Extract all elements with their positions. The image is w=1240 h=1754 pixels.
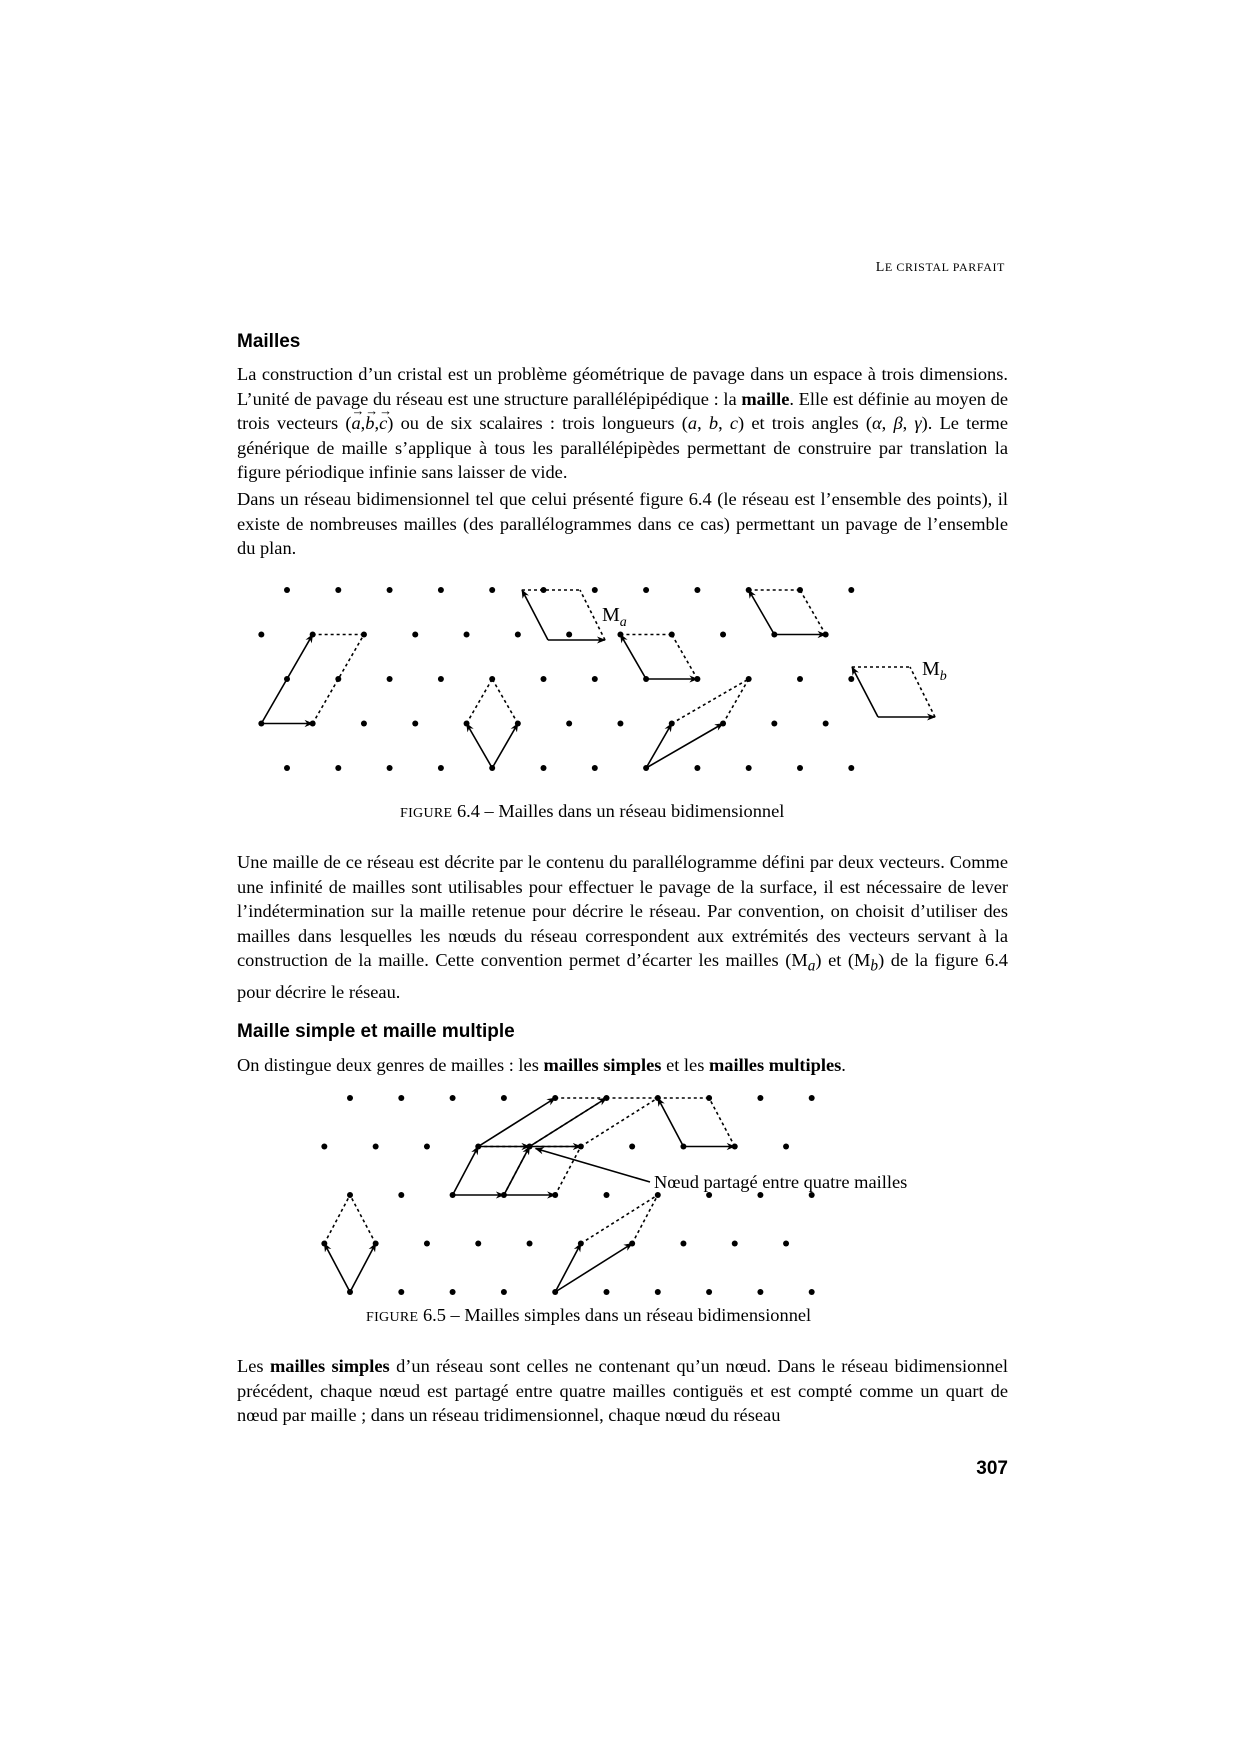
lattice-point	[335, 676, 341, 682]
text-run: .	[841, 1055, 846, 1075]
lattice-point	[321, 1241, 327, 1247]
cell-edge-dashed	[580, 590, 605, 640]
cell-vector-arrow	[467, 724, 493, 769]
lattice-point	[552, 1095, 558, 1101]
lattice-point	[321, 1144, 327, 1150]
cell-edge-dashed	[467, 679, 493, 724]
text-run: On distingue deux genres de mailles : les	[237, 1055, 544, 1075]
lattice-point	[694, 765, 700, 771]
lattice-point	[617, 721, 623, 727]
lattice-point	[475, 1241, 481, 1247]
annotation-shared-node: Nœud partagé entre quatre mailles	[654, 1172, 908, 1192]
term-mailles-simples: mailles simples	[543, 1055, 662, 1075]
caption-cap: F	[366, 1310, 375, 1325]
lattice-point	[527, 1144, 533, 1150]
lattice-point	[335, 587, 341, 593]
lattice-point	[552, 1289, 558, 1295]
cell-vector-arrow	[749, 590, 775, 635]
lattice-point	[655, 1095, 661, 1101]
running-head-rest: E CRISTAL PARFAIT	[884, 260, 1005, 274]
cell-vector-arrow	[555, 1244, 581, 1293]
lattice-point	[680, 1144, 686, 1150]
cell-edge-dashed	[581, 1195, 658, 1244]
lattice-point	[489, 587, 495, 593]
lattice-point	[335, 765, 341, 771]
lattice-point	[258, 721, 264, 727]
lattice-point	[284, 765, 290, 771]
section-title-mailles: Mailles	[237, 331, 301, 352]
lattice-point	[424, 1241, 430, 1247]
lattice-point	[578, 1144, 584, 1150]
lattice-point	[373, 1144, 379, 1150]
cell-vector-arrow	[324, 1244, 350, 1293]
lattice-point	[706, 1095, 712, 1101]
lattice-point	[604, 1192, 610, 1198]
lattice-point	[720, 632, 726, 638]
lattice-point	[797, 676, 803, 682]
cell-vector-arrow	[453, 1147, 479, 1196]
lattice-point	[694, 587, 700, 593]
lattice-point	[629, 1144, 635, 1150]
paragraph-genres	[237, 1053, 1008, 1078]
cell-vector-arrow	[530, 1098, 607, 1147]
cell-vector-arrow	[658, 1098, 684, 1147]
text-run: et les	[661, 1055, 709, 1075]
cell-edge-dashed	[324, 1195, 350, 1244]
lattice-point	[694, 676, 700, 682]
paragraph-maille-definition: La construction d’un cristal est un problème géométrique de pavage dans un espace à trois dimensions. L’unité de pavage du réseau est une structure parallélépipédique : la maille. Elle est définie au moyen de trois vecteurs (→ a,→ b,→ c) ou de six scalaires : trois longueurs (a, b, c) et trois angles (α, β, γ). Le terme générique de maille s’applique à tous les parallélépipèdes permettant de construire par translation la figure périodique infinie sans laisser de vide.	[237, 362, 1008, 485]
cell-vector-arrow	[646, 724, 723, 769]
section-maille-simple-body	[237, 1354, 1008, 1428]
cell-vector-arrow	[350, 1244, 376, 1293]
length-b: b	[708, 413, 719, 434]
lattice-point	[823, 721, 829, 727]
lattice-point	[424, 1144, 430, 1150]
lattice-point	[669, 632, 675, 638]
text-run: ) et (M	[815, 950, 871, 971]
lattice-point	[797, 765, 803, 771]
angle-gamma: γ	[914, 413, 922, 434]
cell-edge-dashed	[632, 1195, 658, 1244]
cell-edge-dashed	[504, 1147, 530, 1196]
cell-edge-dashed	[581, 1098, 658, 1147]
lattice-point	[515, 632, 521, 638]
lattice-point	[746, 765, 752, 771]
unit-cells	[324, 1098, 734, 1292]
lattice-point	[398, 1192, 404, 1198]
cell-edge-dashed	[555, 1147, 581, 1196]
cell-edge-dashed	[800, 590, 826, 635]
lattice-point	[669, 721, 675, 727]
lattice-point	[284, 587, 290, 593]
vector-c: → c	[379, 411, 387, 436]
lattice-point	[310, 721, 316, 727]
lattice-point	[757, 1192, 763, 1198]
paragraph-lattice-description: Dans un réseau bidimensionnel tel que celui présenté figure 6.4 (le réseau est l’ensemble des points), il existe de nombreuses mailles (des parallélogrammes dans ce cas) permettant un pavage de l’ensemble du plan.	[237, 488, 1008, 559]
lattice-point	[501, 1095, 507, 1101]
lattice-point	[823, 632, 829, 638]
lattice-point	[387, 676, 393, 682]
lattice-point	[797, 587, 803, 593]
lattice-point	[489, 765, 495, 771]
lattice-point	[809, 1289, 815, 1295]
vector-b: → b	[365, 411, 374, 436]
paragraph-convention	[237, 850, 1008, 1004]
length-c: c	[729, 413, 739, 434]
lattice-point	[643, 765, 649, 771]
lattice-point	[361, 632, 367, 638]
label-mb: $M_b$	[922, 658, 947, 684]
lattice-point	[284, 676, 290, 682]
lattice-point	[450, 1289, 456, 1295]
section-mailles-convention	[237, 850, 1008, 1004]
lattice-point	[771, 721, 777, 727]
text-run: ). Le terme générique de maille s’applique à tous les parallélépipèdes permettant de construire par translation la figure périodique infinie sans laisser de vide.	[237, 413, 1009, 483]
unit-cells	[261, 590, 935, 768]
lattice-point	[527, 1241, 533, 1247]
term-mailles-simples: mailles simples	[269, 1356, 390, 1376]
lattice-point	[643, 676, 649, 682]
lattice-point	[501, 1289, 507, 1295]
lattice-points	[258, 587, 854, 771]
text-run: Une maille de ce réseau est décrite par le contenu du parallélogramme défini par deux vecteurs. Comme une infinité de mailles sont utilisables pour effectuer le pavage de la surface, il est nécessaire de lever l’indétermination sur la maille retenue pour décrire le réseau. Par convention, on choisit d’utiliser des mailles dans lesquelles les nœuds du réseau correspondent aux extrémités des vecteurs servant à la construction de la maille. Cette convention permet d’écarter les mailles (M	[237, 852, 1008, 971]
text-run: ) ou de six scalaires : trois longueurs (	[387, 413, 688, 434]
angle-beta: β	[893, 413, 903, 434]
lattice-point	[706, 1192, 712, 1198]
cell-edge-dashed	[672, 679, 749, 724]
lattice-point	[757, 1095, 763, 1101]
lattice-point	[438, 587, 444, 593]
lattice-point	[541, 587, 547, 593]
caption-smallcaps: IGURE	[374, 1310, 419, 1325]
lattice-point	[680, 1241, 686, 1247]
caption-text: 6.5 – Mailles simples dans un réseau bidimensionnel	[418, 1305, 812, 1325]
text-run: Les	[237, 1356, 270, 1376]
lattice-point	[361, 721, 367, 727]
lattice-point	[757, 1289, 763, 1295]
lattice-point	[592, 765, 598, 771]
section-title-maille-simple: Maille simple et maille multiple	[237, 1021, 515, 1042]
cell-edge-dashed	[709, 1098, 735, 1147]
lattice-point	[347, 1095, 353, 1101]
section-maille-simple-intro	[237, 1053, 1008, 1078]
lattice-point	[541, 765, 547, 771]
figure-6-4-caption	[400, 799, 784, 826]
caption-text: 6.4 – Mailles dans un réseau bidimensionnel	[452, 801, 785, 821]
text-run: d’un réseau sont celles ne contenant qu’un nœud. Dans le réseau bidimensionnel précédent, chaque nœud est partagé entre quatre mailles contiguës et est compté comme un quart de nœud par maille ; dans un réseau tridimensionnel, chaque nœud du réseau	[237, 1356, 1008, 1426]
text-run: ) et trois angles (	[738, 413, 872, 434]
lattice-point	[450, 1192, 456, 1198]
text-run: ) de la figure 6.4 pour décrire le réseau.	[237, 950, 1009, 1002]
cell-edge-dashed	[672, 635, 698, 680]
lattice-point	[347, 1289, 353, 1295]
term-mailles-multiples: mailles multiples	[708, 1055, 842, 1075]
lattice-point	[783, 1144, 789, 1150]
vector-a: → a	[351, 411, 360, 436]
cell-vector-arrow	[261, 635, 312, 724]
figure-6-5-caption	[366, 1303, 811, 1330]
lattice-points	[321, 1095, 814, 1295]
lattice-point	[706, 1289, 712, 1295]
lattice-point	[771, 632, 777, 638]
lattice-point	[258, 632, 264, 638]
text-run: . Elle est définie au moyen de trois vecteurs (	[237, 388, 1008, 434]
cell-edge-dashed	[723, 679, 749, 724]
cell-vector-arrow	[620, 635, 646, 680]
lattice-point	[373, 1241, 379, 1247]
lattice-point	[655, 1289, 661, 1295]
lattice-point	[720, 721, 726, 727]
cell-edge-dashed	[313, 635, 364, 724]
lattice-point	[643, 587, 649, 593]
cell-vector-arrow	[555, 1244, 632, 1293]
lattice-point	[848, 765, 854, 771]
label-ma: $M_a$	[602, 604, 627, 630]
lattice-point	[552, 1192, 558, 1198]
lattice-point	[387, 765, 393, 771]
lattice-point	[412, 632, 418, 638]
lattice-point	[398, 1095, 404, 1101]
lattice-point	[347, 1192, 353, 1198]
section-mailles-body	[237, 362, 1008, 561]
lattice-point	[592, 676, 598, 682]
lattice-point	[746, 587, 752, 593]
cell-vector-arrow	[646, 724, 672, 769]
lattice-point	[541, 676, 547, 682]
lattice-point	[655, 1192, 661, 1198]
lattice-point	[501, 1192, 507, 1198]
cell-vector-arrow	[852, 667, 878, 717]
lattice-point	[604, 1289, 610, 1295]
lattice-point	[732, 1144, 738, 1150]
cell-vector-arrow	[492, 724, 518, 769]
cell-vector-arrow	[536, 1149, 650, 1183]
subscript-a: a	[807, 958, 816, 976]
lattice-point	[809, 1095, 815, 1101]
cell-vector-arrow	[522, 590, 548, 640]
lattice-point	[387, 587, 393, 593]
length-a: a	[687, 413, 698, 434]
running-head-initial: L	[875, 260, 885, 275]
caption-smallcaps: IGURE	[408, 806, 453, 821]
lattice-point	[450, 1095, 456, 1101]
lattice-point	[629, 1241, 635, 1247]
cell-edge-dashed	[530, 1098, 607, 1147]
lattice-point	[438, 676, 444, 682]
cell-edge-dashed	[350, 1195, 376, 1244]
section-mailles	[237, 330, 1008, 354]
lattice-point	[746, 676, 752, 682]
lattice-point	[566, 632, 572, 638]
term-maille: maille	[741, 388, 790, 409]
subscript-b: b	[870, 958, 879, 976]
angle-alpha: α	[871, 413, 882, 434]
caption-cap: F	[400, 806, 409, 821]
lattice-point	[464, 721, 470, 727]
page-number: 307	[976, 1458, 1008, 1479]
lattice-point	[783, 1241, 789, 1247]
lattice-point	[604, 1095, 610, 1101]
lattice-point	[809, 1192, 815, 1198]
lattice-point	[848, 587, 854, 593]
cell-edge-dashed	[492, 679, 518, 724]
lattice-point	[412, 721, 418, 727]
lattice-point	[464, 632, 470, 638]
lattice-point	[515, 721, 521, 727]
lattice-point	[489, 676, 495, 682]
lattice-point	[592, 587, 598, 593]
lattice-point	[566, 721, 572, 727]
cell-vector-arrow	[478, 1098, 555, 1147]
lattice-point	[398, 1289, 404, 1295]
lattice-point	[438, 765, 444, 771]
cell-vector-arrow	[504, 1147, 530, 1196]
cell-edge-dashed	[910, 667, 935, 717]
lattice-point	[617, 632, 623, 638]
section-maille-simple	[237, 1020, 1008, 1044]
lattice-point	[732, 1241, 738, 1247]
lattice-point	[578, 1241, 584, 1247]
lattice-point	[475, 1144, 481, 1150]
text-run: La construction d’un cristal est un problème géométrique de pavage dans un espace à trois dimensions. L’unité de pavage du réseau est une structure parallélépipédique : la	[237, 364, 1008, 409]
running-head	[876, 260, 1005, 276]
lattice-point	[310, 632, 316, 638]
paragraph-mailles-simples	[237, 1354, 1008, 1428]
lattice-point	[848, 676, 854, 682]
